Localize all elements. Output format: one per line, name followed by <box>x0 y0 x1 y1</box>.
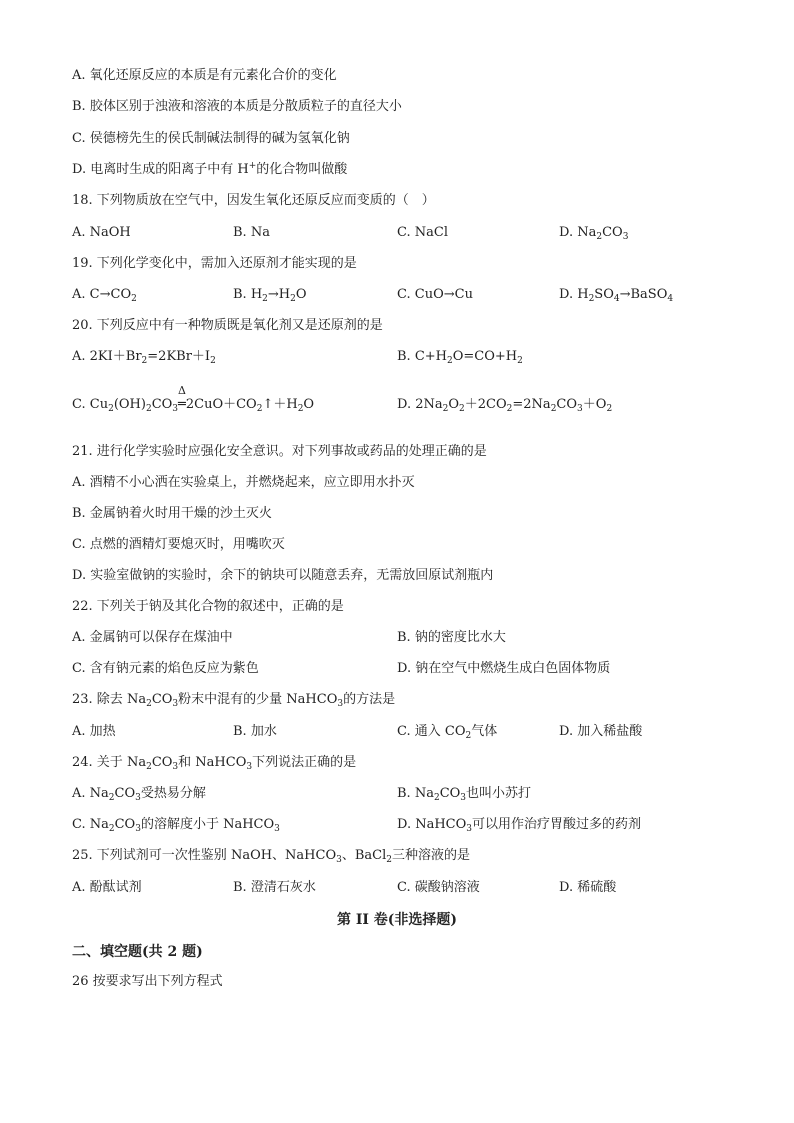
q24-option-b: B. $Na_2CO_3$也叫小苏打 <box>397 786 532 803</box>
q24-option-d: D. NaHCO$_3$可以用作治疗胃酸过多的药剂 <box>397 817 642 834</box>
q23-stem: 23. 除去 $Na_2CO_3$粉末中混有的少量 NaHCO$_3$的方法是 <box>72 692 396 709</box>
q19-option-a: A. $C\to CO_2$ <box>72 287 137 304</box>
q22-option-d: D. 钠在空气中燃烧生成白色固体物质 <box>397 661 611 676</box>
q24-option-c: C. $Na_2CO_3$的溶解度小于 NaHCO$_3$ <box>72 817 280 834</box>
q21-option-d: D. 实验室做钠的实验时，余下的钠块可以随意丢弃，无需放回原试剂瓶内 <box>72 568 494 583</box>
q25-stem: 25. 下列试剂可一次性鉴别 NaOH、NaHCO$_3$、BaCl$_2$三种溶液的是 <box>72 848 471 865</box>
part2-title: 第 II 卷(非选择题) <box>336 912 458 928</box>
q21-option-c: C. 点燃的酒精灯要熄灭时，用嘴吹灭 <box>72 537 285 552</box>
q22-option-c: C. 含有钠元素的焰色反应为紫色 <box>72 661 259 676</box>
q20-stem: 20. 下列反应中有一种物质既是氧化剂又是还原剂的是 <box>72 318 383 333</box>
q21-option-b: B. 金属钠着火时用干燥的沙土灭火 <box>72 506 272 521</box>
q21-option-a: A. 酒精不小心洒在实验桌上，并燃烧起来，应立即用水扑灭 <box>72 475 415 490</box>
q19-option-c: C. CuO→Cu <box>397 287 473 302</box>
q22-option-b: B. 钠的密度比水大 <box>397 630 506 645</box>
q23-option-c: C. 通入 $CO_2$气体 <box>397 724 498 741</box>
q25-option-a: A. 酚酞试剂 <box>72 880 142 895</box>
q23-option-b: B. 加水 <box>233 724 277 739</box>
q17-option-b: B. 胶体区别于浊液和溶液的本质是分散质粒子的直径大小 <box>72 99 402 114</box>
q23-option-a: A. 加热 <box>72 724 116 739</box>
q22-stem: 22. 下列关于钠及其化合物的叙述中，正确的是 <box>72 599 344 614</box>
q20-option-b: B. $C+H_2O=CO+H_2$ <box>397 349 523 366</box>
q24-option-a: A. $Na_2CO_3$受热易分解 <box>72 786 206 803</box>
q25-option-d: D. 稀硫酸 <box>559 880 617 895</box>
q18-option-c: C. NaCl <box>397 225 448 240</box>
q19-stem: 19. 下列化学变化中，需加入还原剂才能实现的是 <box>72 256 357 271</box>
q25-option-b: B. 澄清石灰水 <box>233 880 316 895</box>
q18-option-d: D. $Na_2CO_3$ <box>559 225 629 242</box>
q20-option-c: C. $Cu_2(OH)_2CO_3$ Δ $═2CuO+CO_2↑+H_2O$ <box>72 384 315 414</box>
q20-option-d: D. $2Na_2O_2+2CO_2=2Na_2CO_3+O_2$ <box>397 397 613 414</box>
q24-stem: 24. 关于 $Na_2CO_3$和 NaHCO$_3$下列说法正确的是 <box>72 755 357 772</box>
q17-option-a: A. 氧化还原反应的本质是有元素化合价的变化 <box>72 68 337 83</box>
q22-option-a: A. 金属钠可以保存在煤油中 <box>72 630 233 645</box>
q18-option-a: A. NaOH <box>72 225 131 240</box>
section2-title: 二、填空题(共 2 题) <box>72 944 203 960</box>
q26-stem: 26 按要求写出下列方程式 <box>72 974 223 989</box>
q25-option-c: C. 碳酸钠溶液 <box>397 880 480 895</box>
q20-option-a: A. $2KI+Br_2=2KBr+I_2$ <box>72 349 216 366</box>
q18-stem: 18. 下列物质放在空气中，因发生氧化还原反应而变质的（ ） <box>72 193 435 208</box>
q23-option-d: D. 加入稀盐酸 <box>559 724 643 739</box>
q18-option-b: B. Na <box>233 225 270 240</box>
heating-equals-sign: Δ ═ <box>178 384 186 412</box>
q19-option-b: B. $H_2\to H_2O$ <box>233 287 307 304</box>
q17-option-d: D. 电离时生成的阳离子中有 H+的化合物叫做酸 <box>72 161 348 177</box>
q17-option-c: C. 侯德榜先生的侯氏制碱法制得的碱为氢氧化钠 <box>72 131 350 146</box>
q19-option-d: D. $H_2SO_4\to BaSO_4$ <box>559 287 674 304</box>
q21-stem: 21. 进行化学实验时应强化安全意识。对下列事故或药品的处理正确的是 <box>72 444 487 459</box>
